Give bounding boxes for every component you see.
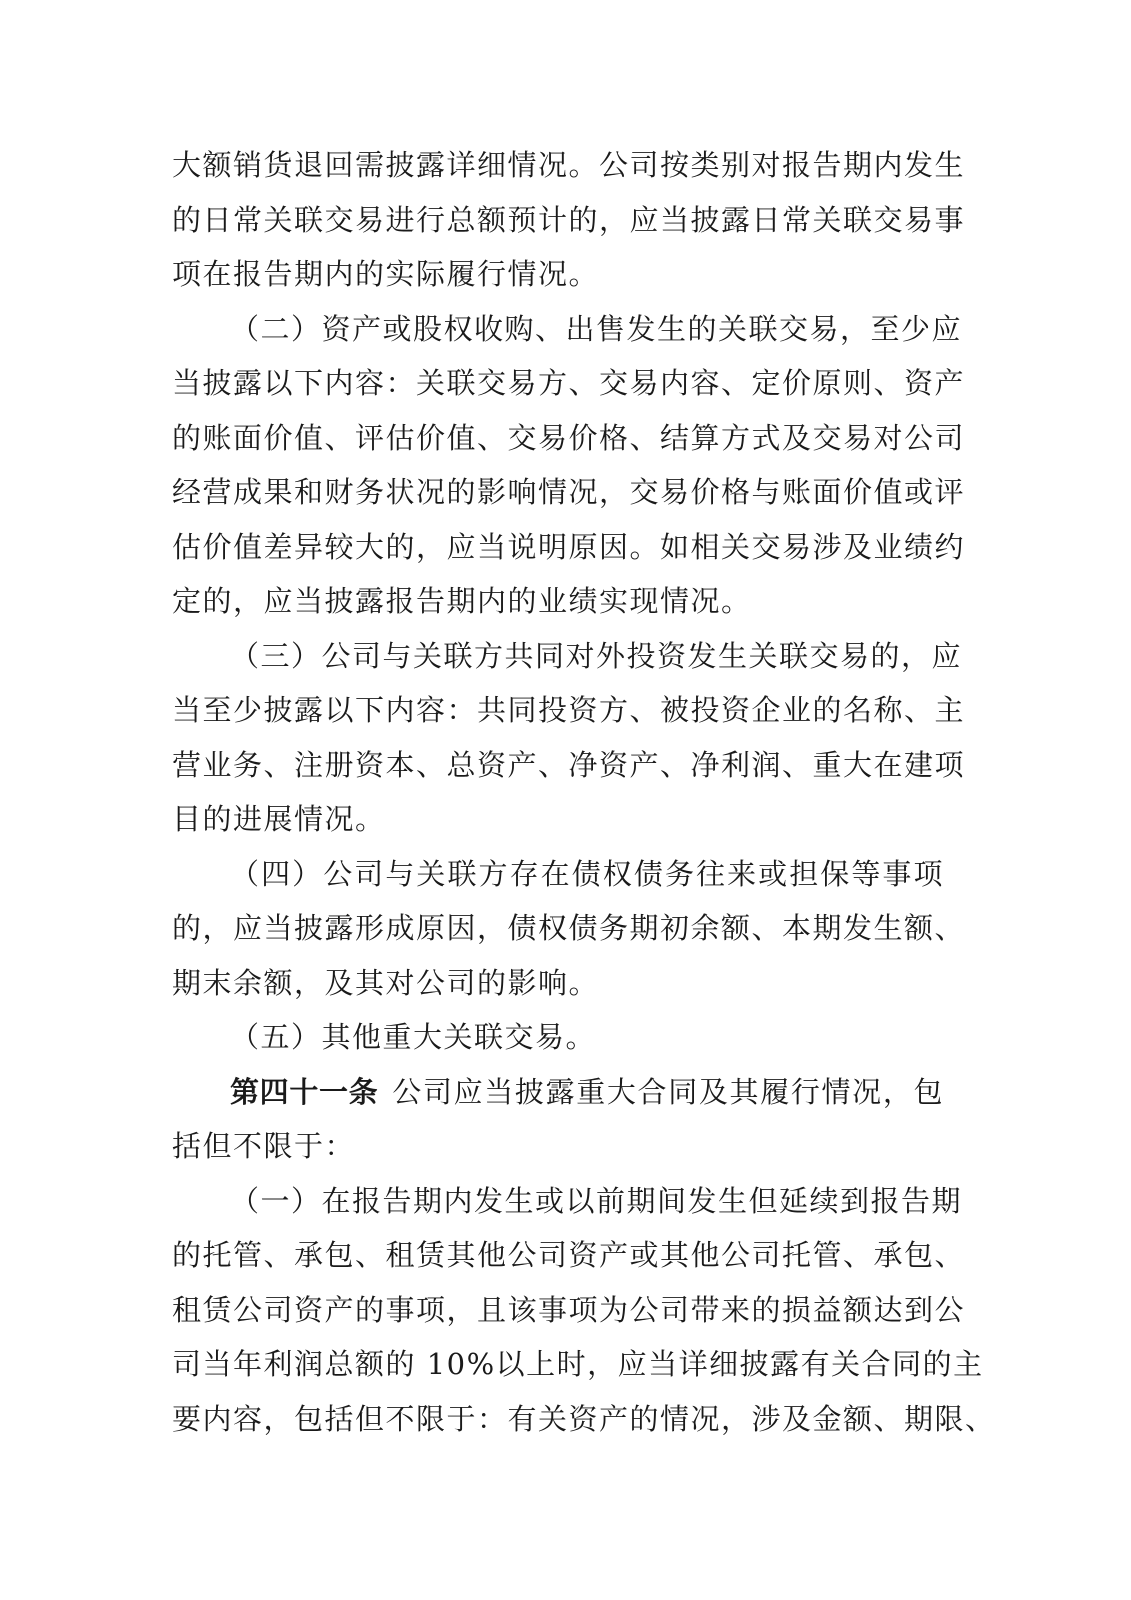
text-line: 期末余额，及其对公司的影响。 [172,965,600,1000]
paragraph-first-line: （一）在报告期内发生或以前期间发生但延续到报告期 [230,1183,963,1218]
text-line: 司当年利润总额的 10%以上时，应当详细披露有关合同的主 [172,1347,984,1381]
text-line: 当至少披露以下内容：共同投资方、被投资企业的名称、主 [172,693,966,727]
text-line: 大额销货退回需披露详细情况。公司按类别对报告期内发生 [172,148,966,182]
text-line: 目的进展情况。 [172,802,386,836]
paragraph-first-line: （二）资产或股权收购、出售发生的关联交易，至少应 [230,311,963,346]
text-line: 的，应当披露形成原因，债权债务期初余额、本期发生额、 [172,911,966,945]
text-line: 的日常关联交易进行总额预计的，应当披露日常关联交易事 [172,202,966,237]
article-text: 公司应当披露重大合同及其履行情况，包 [392,1074,944,1109]
paragraph-first-line: （三）公司与关联方共同对外投资发生关联交易的，应 [230,638,963,673]
text-line: 的账面价值、评估价值、交易价格、结算方式及交易对公司 [172,420,966,455]
text-line: 当披露以下内容：关联交易方、交易内容、定价原则、资产 [172,366,966,400]
article-heading: 第四十一条 [230,1074,379,1109]
text-line: 估价值差异较大的，应当说明原因。如相关交易涉及业绩约 [172,529,966,564]
text-line: 租赁公司资产的事项，且该事项为公司带来的损益额达到公 [172,1292,966,1327]
text-line: 括但不限于： [172,1129,356,1163]
text-line: 的托管、承包、租赁其他公司资产或其他公司托管、承包、 [172,1238,966,1272]
article-first-line [172,1065,944,1120]
text-line: 营业务、注册资本、总资产、净资产、净利润、重大在建项 [172,747,966,782]
paragraph-first-line: （五）其他重大关联交易。 [230,1020,597,1054]
text-line: 项在报告期内的实际履行情况。 [172,257,600,291]
text-line: 要内容，包括但不限于：有关资产的情况，涉及金额、期限、 [172,1401,996,1436]
text-line: 经营成果和财务状况的影响情况，交易价格与账面价值或评 [172,475,966,509]
document-body [172,138,996,1446]
text-line: 定的，应当披露报告期内的业绩实现情况。 [172,584,752,618]
paragraph-first-line: （四）公司与关联方存在债权债务往来或担保等事项 [230,856,944,891]
